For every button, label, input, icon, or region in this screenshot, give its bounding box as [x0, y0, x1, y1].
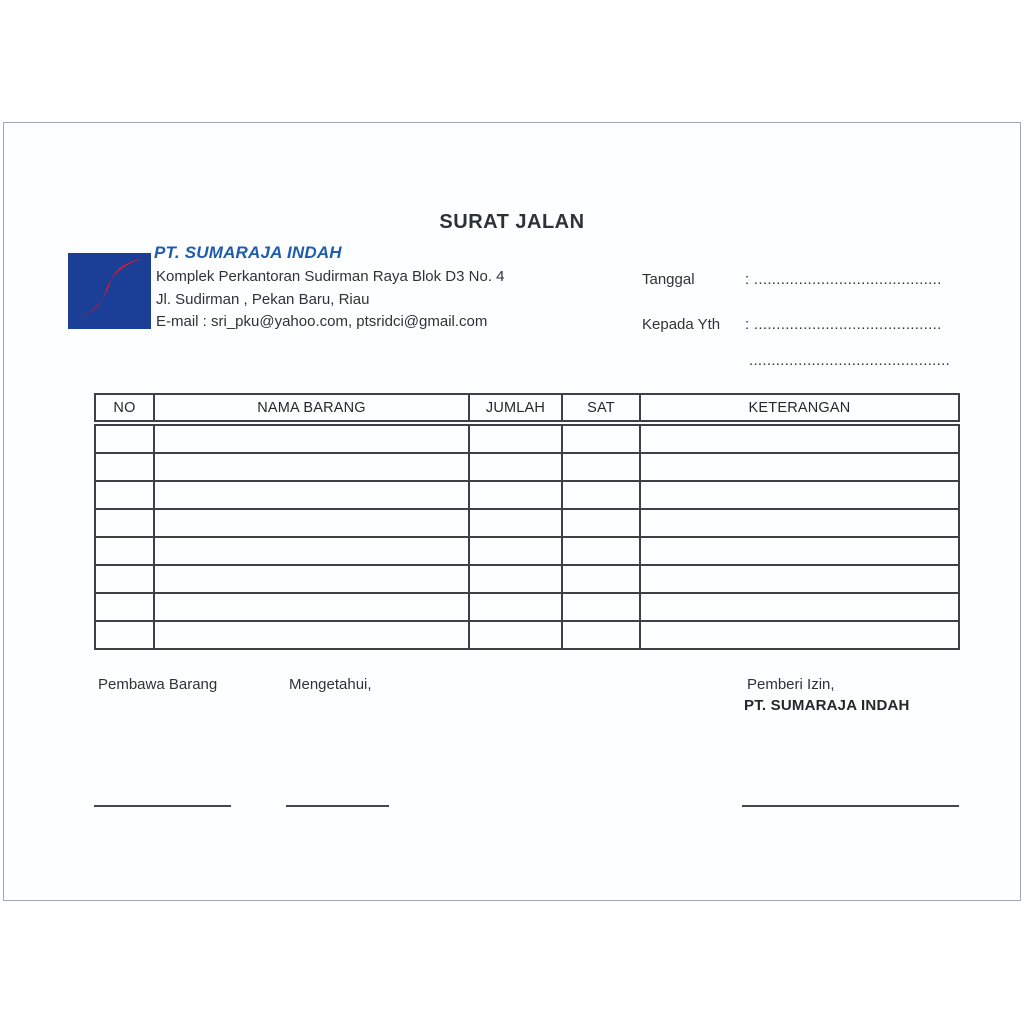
tanggal-dotted-field: : ..........................................: [745, 271, 942, 288]
table-row: [95, 621, 959, 649]
items-table-body: [95, 423, 959, 649]
col-header-nama-barang: NAMA BARANG: [154, 394, 469, 423]
col-header-no: NO: [95, 394, 154, 423]
table-cell: [95, 593, 154, 621]
table-cell: [640, 565, 959, 593]
table-cell: [469, 509, 562, 537]
items-table: [94, 393, 960, 650]
table-cell: [469, 565, 562, 593]
table-cell: [469, 593, 562, 621]
table-cell: [154, 453, 469, 481]
signature-line-pemberi: [742, 805, 959, 807]
col-header-keterangan: KETERANGAN: [640, 394, 959, 423]
logo-background: [68, 253, 151, 329]
pembawa-barang-label: Pembawa Barang: [98, 676, 218, 693]
header-row: [95, 394, 959, 423]
table-cell: [95, 621, 154, 649]
tanggal-label: Tanggal: [642, 271, 695, 288]
table-cell: [95, 565, 154, 593]
table-cell: [640, 593, 959, 621]
table-cell: [469, 481, 562, 509]
company-address-line1: Komplek Perkantoran Sudirman Raya Blok D3 No. 4: [156, 268, 505, 285]
signature-line-mengetahui: [286, 805, 389, 807]
table-row: [95, 481, 959, 509]
table-cell: [640, 537, 959, 565]
table-cell: [562, 509, 640, 537]
table-row: [95, 565, 959, 593]
col-header-sat: SAT: [562, 394, 640, 423]
table-cell: [562, 453, 640, 481]
table-cell: [469, 537, 562, 565]
company-address-line2: Jl. Sudirman , Pekan Baru, Riau: [156, 291, 370, 308]
company-email-line: E-mail : sri_pku@yahoo.com, ptsridci@gmail.com: [156, 313, 488, 330]
table-cell: [562, 593, 640, 621]
table-cell: [640, 481, 959, 509]
table-cell: [640, 509, 959, 537]
page-title: SURAT JALAN: [439, 211, 585, 233]
kepada-yth-dotted-field-line2: .............................................: [749, 352, 951, 369]
col-header-jumlah: JUMLAH: [469, 394, 562, 423]
pemberi-izin-label: Pemberi Izin,: [747, 676, 835, 693]
table-cell: [154, 565, 469, 593]
table-cell: [469, 423, 562, 453]
mengetahui-label: Mengetahui,: [289, 676, 372, 693]
table-cell: [95, 453, 154, 481]
s-swoosh-logo-icon: [68, 253, 151, 329]
kepada-yth-label: Kepada Yth: [642, 316, 721, 333]
table-cell: [562, 481, 640, 509]
table-cell: [154, 593, 469, 621]
table-cell: [95, 509, 154, 537]
table-cell: [640, 621, 959, 649]
table-cell: [154, 481, 469, 509]
table-row: [95, 453, 959, 481]
table-cell: [562, 565, 640, 593]
table-cell: [154, 537, 469, 565]
items-table-header: [95, 394, 959, 423]
table-cell: [562, 537, 640, 565]
table-row: [95, 509, 959, 537]
table-cell: [469, 621, 562, 649]
table-row: [95, 423, 959, 453]
table-cell: [640, 423, 959, 453]
table-row: [95, 593, 959, 621]
table-cell: [95, 537, 154, 565]
table-cell: [154, 509, 469, 537]
kepada-yth-dotted-field: : ..........................................: [745, 316, 942, 333]
table-cell: [154, 621, 469, 649]
company-name: PT. SUMARAJA INDAH: [154, 243, 342, 262]
table-row: [95, 537, 959, 565]
surat-jalan-form-page: [3, 122, 1021, 901]
table-cell: [562, 423, 640, 453]
table-cell: [562, 621, 640, 649]
table-cell: [154, 423, 469, 453]
table-cell: [95, 423, 154, 453]
signature-line-pembawa: [94, 805, 231, 807]
table-cell: [95, 481, 154, 509]
table-cell: [469, 453, 562, 481]
table-cell: [640, 453, 959, 481]
pemberi-izin-company-name: PT. SUMARAJA INDAH: [744, 697, 910, 714]
